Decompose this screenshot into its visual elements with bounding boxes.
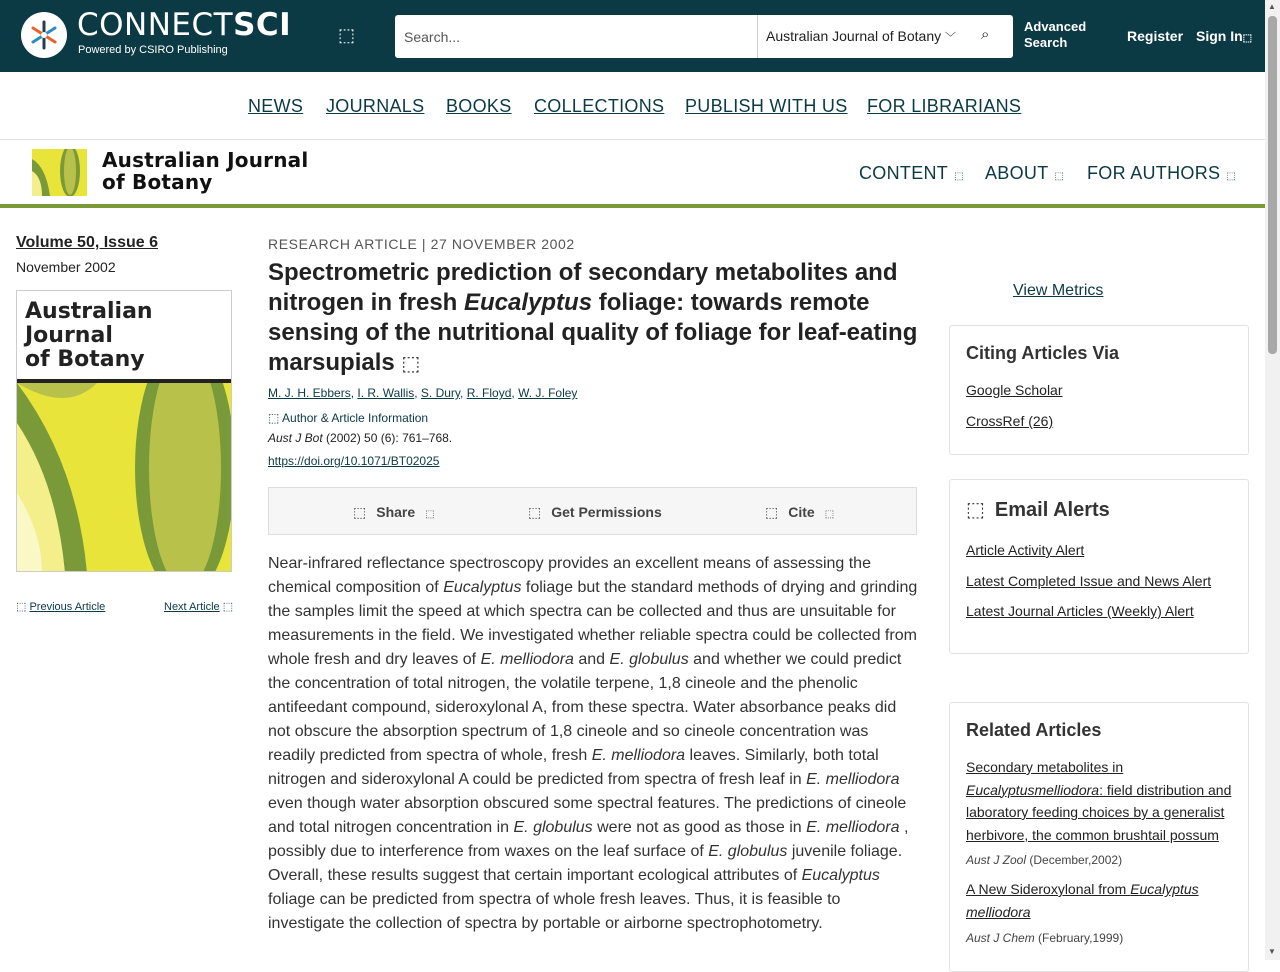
article-toolbar — [268, 487, 917, 535]
search-icon[interactable]: ⌕ — [981, 26, 990, 43]
nav-publish-with-us[interactable]: PUBLISH WITH US — [685, 96, 848, 116]
share-label: Share — [376, 504, 416, 520]
chevron-right-icon: ⬚ — [222, 601, 234, 613]
cite-icon: ⬚ — [765, 504, 779, 520]
get-permissions-button[interactable] — [528, 504, 662, 521]
scrollbar-thumb[interactable] — [1268, 16, 1277, 354]
crossref-link[interactable]: CrossRef (26) — [966, 413, 1054, 429]
abstract-italic-term: E. melliodora — [591, 747, 686, 764]
search-divider — [757, 15, 758, 58]
expand-icon: ⬚ — [268, 411, 280, 425]
brand-bold: SCI — [233, 7, 292, 43]
chevron-down-icon: ⬚ — [824, 509, 835, 520]
cover-artwork — [17, 383, 232, 572]
related-article-title-italic: Eucalyptus melliodora — [966, 881, 1199, 920]
brand-name[interactable] — [77, 8, 291, 42]
cite-label: Cite — [788, 504, 815, 520]
related-article-journal: Aust J Chem — [966, 931, 1035, 945]
cover-title-line2: Journal — [25, 323, 113, 348]
article-type-date: RESEARCH ARTICLE | 27 NOVEMBER 2002 — [268, 236, 575, 252]
chevron-down-icon: ⬚ — [1226, 171, 1237, 182]
abstract-text: , possibly due to interference from waxes on the leaf surface of — [268, 819, 909, 860]
related-articles-panel — [949, 702, 1249, 972]
journal-logo-graphic — [32, 149, 87, 196]
journal-title[interactable] — [102, 149, 308, 193]
related-articles-title: Related Articles — [966, 720, 1102, 740]
email-alerts-label: Email Alerts — [994, 499, 1110, 521]
citation-details: (2002) 50 (6): 761–768. — [322, 431, 453, 445]
share-button[interactable] — [353, 504, 435, 521]
related-article-link[interactable] — [966, 878, 1236, 923]
abstract-text: juvenile foliage. Overall, these results suggest that certain important ecological attributes of — [268, 843, 903, 884]
abstract-italic-term: E. globulus — [513, 819, 593, 836]
doi-link[interactable]: https://doi.org/10.1071/BT02025 — [268, 454, 440, 468]
email-alerts-panel — [949, 479, 1249, 654]
brand-subtitle: Powered by CSIRO Publishing — [78, 44, 228, 56]
article-title-part1: Spectrometric prediction of secondary metabolites and nitrogen in fresh — [268, 259, 898, 316]
abstract-text: even though water absorption obscured some spectral features. The predictions of cineole and total nitrogen concentration in — [268, 795, 907, 836]
nav-books[interactable]: BOOKS — [446, 96, 512, 116]
abstract-italic-term: E. globulus — [609, 651, 689, 668]
chevron-down-icon: ⬚ — [425, 509, 435, 520]
search-box — [395, 15, 1013, 58]
register-link[interactable]: Register — [1127, 28, 1184, 44]
journal-logo-image[interactable] — [32, 149, 87, 196]
top-bar — [0, 0, 1265, 72]
journal-nav-for-authors[interactable] — [1087, 163, 1236, 184]
author-link[interactable]: I. R. Wallis — [357, 386, 415, 400]
author-list: M. J. H. Ebbers, I. R. Wallis, S. Dury, R. Floyd, W. J. Foley — [268, 386, 578, 400]
sign-in-icon: ⬚ — [1242, 33, 1253, 44]
connectsci-logo[interactable] — [21, 12, 67, 58]
cite-button[interactable] — [765, 504, 834, 521]
connectsci-logo-icon — [27, 18, 61, 52]
menu-icon[interactable]: ⬚ — [338, 25, 356, 45]
cover-title-line3: of Botany — [25, 347, 145, 372]
global-nav — [0, 72, 1265, 140]
author-link[interactable]: R. Floyd — [466, 386, 512, 400]
citation-journal: Aust J Bot — [268, 431, 323, 445]
article-title-part2: foliage: towards remote sensing of the nutritional quality of foliage for leaf-eating marsupials — [268, 289, 918, 376]
journal-title-line2: of Botany — [102, 170, 213, 194]
search-scope-label: Australian Journal of Botany — [766, 28, 942, 44]
abstract-text: foliage can be predicted from spectra of whole fresh leaves. Thus, it is feasible to investigate the collection of spectra by portable or airborne spectrophotometry. — [268, 891, 841, 932]
page-scrollbar[interactable] — [1265, 0, 1280, 960]
chevron-down-icon: ⬚ — [1054, 171, 1065, 182]
open-access-icon: ⬚ — [401, 353, 421, 375]
citation — [268, 431, 452, 445]
issue-volume-link[interactable]: Volume 50, Issue 6 — [16, 234, 158, 251]
share-icon: ⬚ — [353, 504, 367, 520]
scroll-up-arrow-icon[interactable]: ▲ — [1268, 2, 1276, 11]
abstract-text: foliage but the standard methods of drying and grinding the samples limit the speed at which spectra can be collected and thus are unsuitable for measurements in the field. We investigated whether reliable spectra could be collected from whole fresh and dry leaves of — [268, 579, 918, 668]
cover-title-line1: Australian — [25, 299, 153, 324]
author-link[interactable]: W. J. Foley — [518, 386, 578, 400]
citing-articles-title: Citing Articles Via — [966, 343, 1120, 363]
abstract-italic-term: E. globulus — [708, 843, 788, 860]
brand-light: CONNECT — [77, 7, 234, 43]
nav-collections[interactable]: COLLECTIONS — [534, 96, 665, 116]
article-title — [268, 258, 918, 379]
next-article-link[interactable] — [164, 600, 233, 613]
advanced-search-link[interactable]: Advanced Search — [1024, 19, 1087, 50]
author-info-label: Author & Article Information — [282, 411, 429, 425]
journal-nav-content-label: CONTENT — [859, 163, 949, 183]
scroll-down-arrow-icon[interactable]: ▼ — [1268, 947, 1276, 956]
email-alerts-title — [966, 497, 1110, 522]
related-article-title-post: : field distribution and laboratory feeding choices by a generalist herbivore, the common brushtail possum — [966, 781, 1232, 843]
journal-nav-about[interactable] — [985, 163, 1064, 184]
journal-nav-content[interactable] — [859, 163, 964, 184]
related-article-source — [966, 931, 1123, 945]
permissions-icon: ⬚ — [528, 504, 542, 520]
abstract-italic-term: Eucalyptus — [801, 867, 880, 884]
abstract — [268, 552, 918, 936]
journal-title-line1: Australian Journal — [102, 148, 309, 172]
journal-nav-for-authors-label: FOR AUTHORS — [1087, 163, 1221, 183]
issue-cover-image[interactable] — [16, 290, 232, 572]
abstract-text: were not as good as those in — [592, 819, 807, 836]
author-info-toggle[interactable] — [268, 411, 428, 425]
abstract-text: Near-infrared reflectance spectroscopy provides an excellent means of assessing the chemical composition of — [268, 555, 871, 596]
journal-nav-about-label: ABOUT — [985, 163, 1049, 183]
previous-article-link[interactable] — [16, 600, 105, 613]
sign-in-link[interactable] — [1196, 28, 1252, 44]
google-scholar-link[interactable]: Google Scholar — [966, 382, 1063, 398]
article-activity-alert-link[interactable]: Article Activity Alert — [966, 542, 1085, 558]
issue-date: November 2002 — [16, 259, 116, 275]
nav-news[interactable]: NEWS — [248, 96, 304, 116]
chevron-down-icon: ﹀ — [945, 32, 956, 44]
related-article-link[interactable] — [966, 756, 1236, 846]
cover-title — [25, 300, 153, 372]
bell-icon: ⬚ — [966, 499, 985, 521]
abstract-text: and whether we could predict the concentration of total nitrogen, the volatile terpene, 1,8 cineole and the phenolic antifeedant compound, sideroxylonal A, from these spectra. Water absorbance peaks did not obscure the absorption spectrum of 1,8 cineole and so cineole concentration was readily predicted from spectra of whole, fresh — [268, 651, 902, 764]
related-article-source — [966, 853, 1122, 867]
chevron-down-icon: ⬚ — [954, 171, 964, 182]
abstract-text: and — [573, 651, 610, 668]
view-metrics-link[interactable]: View Metrics — [1013, 282, 1104, 299]
related-article-date: (December,2002) — [1026, 853, 1123, 867]
abstract-text: leaves. Similarly, both total nitrogen and sideroxylonal A could be predicted from spectra of fresh leaf in — [268, 747, 879, 788]
author-link[interactable]: S. Dury — [420, 386, 461, 400]
related-article-date: (February,1999) — [1034, 931, 1124, 945]
nav-journals[interactable]: JOURNALS — [326, 96, 425, 116]
abstract-italic-term: E. melliodora — [480, 651, 574, 668]
next-article-label: Next Article — [164, 601, 220, 613]
latest-articles-alert-link[interactable]: Latest Journal Articles (Weekly) Alert — [966, 603, 1194, 619]
journal-header — [0, 140, 1265, 208]
chevron-left-icon: ⬚ — [16, 601, 27, 613]
sign-in-label: Sign In — [1196, 28, 1243, 44]
related-article-journal: Aust J Zool — [966, 853, 1027, 867]
citing-articles-panel — [949, 325, 1249, 455]
related-article-title-pre: Secondary metabolites in — [966, 759, 1124, 775]
abstract-italic-term: E. melliodora — [806, 819, 900, 836]
related-article-title-italic: Eucalyptusmelliodora — [966, 781, 1100, 798]
abstract-italic-term: Eucalyptus — [443, 579, 522, 596]
abstract-italic-term: E. melliodora — [806, 771, 900, 788]
previous-article-label: Previous Article — [29, 601, 106, 613]
nav-for-librarians[interactable]: FOR LIBRARIANS — [867, 96, 1022, 116]
article-title-italic: Eucalyptus — [464, 289, 593, 316]
author-link[interactable]: M. J. H. Ebbers — [268, 386, 351, 400]
search-scope-select[interactable] — [766, 28, 956, 45]
search-input[interactable] — [395, 15, 757, 58]
related-article-title-pre: A New Sideroxylonal from — [966, 881, 1131, 897]
latest-issue-alert-link[interactable]: Latest Completed Issue and News Alert — [966, 573, 1212, 589]
permissions-label: Get Permissions — [551, 504, 662, 520]
